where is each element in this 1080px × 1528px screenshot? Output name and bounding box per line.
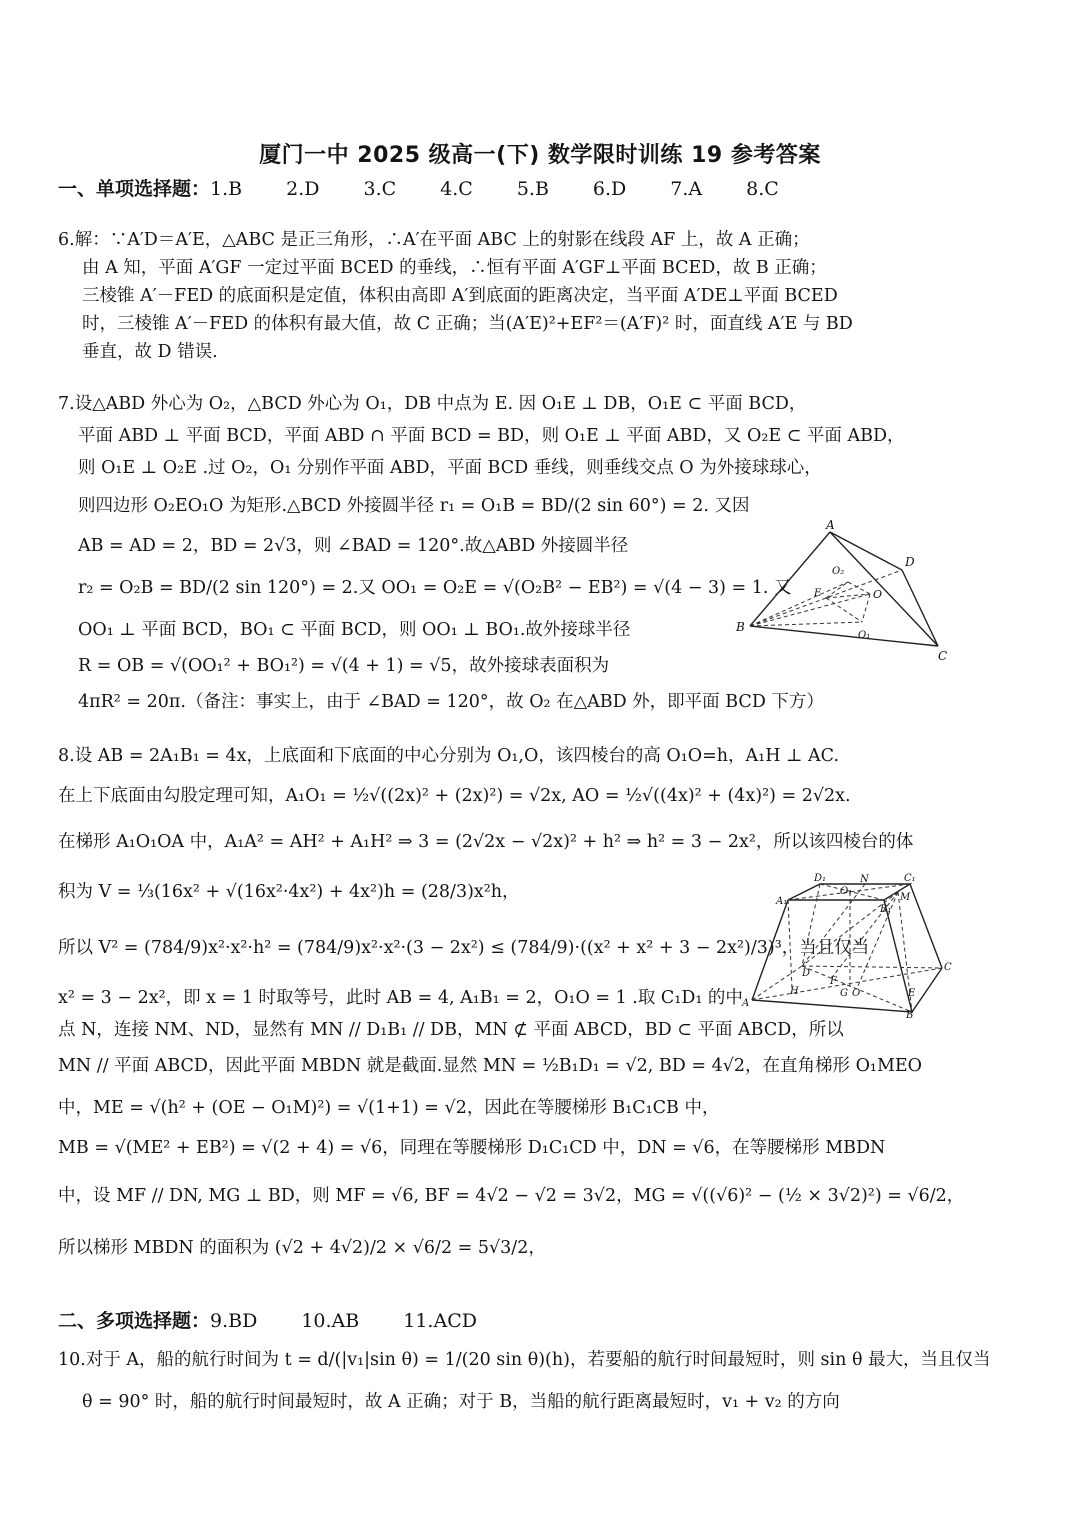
section-1-label: 一、单项选择题： [58, 178, 211, 200]
answer-6: 6.D [592, 178, 627, 200]
q10-line: 10.对于 A，船的航行时间为 t = d/(|v₁|sin θ) = 1/(20 sin θ)(h)，若要船的航行时间最短时，则 sin θ 最大，当且仅当 [58, 1350, 991, 1370]
fig8-label: A₁ [776, 896, 788, 907]
q6-line: 6.解：∵A′D＝A′E，△ABC 是正三角形，∴A′在平面 ABC 上的射影在线段 AF 上，故 A 正确； [58, 230, 810, 250]
q8-line: 在上下底面由勾股定理可知，A₁O₁ = ½√((2x)² + (2x)²) = √2x, AO = ½√((4x)² + (4x)²) = 2√2x. [58, 786, 851, 806]
fig8-label: C [944, 962, 952, 973]
fig8-label: M [900, 892, 911, 903]
q8-line: 8.设 AB = 2A₁B₁ = 4x，上底面和下底面的中心分别为 O₁,O，该四棱台的高 O₁O=h，A₁H ⊥ AC. [58, 746, 840, 766]
fig8-label: C₁ [904, 873, 916, 884]
q6-line: 由 A 知，平面 A′GF 一定过平面 BCED 的垂线，∴恒有平面 A′GF⊥平面 BCED，故 B 正确； [82, 258, 827, 278]
q7-line: OO₁ ⊥ 平面 BCD，BO₁ ⊂ 平面 BCD，则 OO₁ ⊥ BO₁.故外接球半径 [78, 620, 631, 640]
fig8-label: F [830, 976, 837, 987]
answer-11: 11.ACD [403, 1310, 477, 1332]
q7-line: r₂ = O₂B = BD/(2 sin 120°) = 2.又 OO₁ = O₂E = √(O₂B² − EB²) = √(4 − 3) = 1. 又 [78, 578, 792, 598]
q7-line: AB = AD = 2，BD = 2√3，则 ∠BAD = 120°.故△ABD 外接圆半径 [78, 536, 629, 556]
fig8-label: E [908, 988, 916, 999]
q8-line: 点 N，连接 NM、ND，显然有 MN // D₁B₁ // DB，MN ⊄ 平面 ABCD，BD ⊂ 平面 ABCD，所以 [58, 1020, 844, 1040]
q6-line: 三棱锥 A′－FED 的底面积是定值，体积由高即 A′到底面的距离决定，当平面 A′DE⊥平面 BCED [82, 286, 838, 306]
q8-line: 积为 V = ⅓(16x² + √(16x²·4x²) + 4x²)h = (28/3)x²h， [58, 882, 520, 902]
fig7-label: B [736, 620, 745, 634]
fig7-label: O [873, 588, 883, 601]
q8-line: 所以 V² = (784/9)x²·x²·h² = (784/9)x²·x²·(3 − 2x²) ≤ (784/9)·((x² + x² + 3 − 2x²)/3)³，当且仅当 [58, 938, 870, 958]
q8-line: 所以梯形 MBDN 的面积为 (√2 + 4√2)/2 × √6/2 = 5√3/2， [58, 1238, 546, 1258]
answer-5: 5.B [516, 178, 549, 200]
fig8-label: B [906, 1010, 914, 1018]
answer-4: 4.C [440, 178, 473, 200]
section-2-label: 二、多项选择题： [58, 1310, 211, 1332]
fig7-label: O₁ [858, 630, 871, 641]
q7-line: 4πR² = 20π.（备注：事实上，由于 ∠BAD = 120°，故 O₂ 在△ABD 外，即平面 BCD 下方） [78, 692, 824, 712]
fig8-label: O [852, 988, 861, 999]
q7-line: 7.设△ABD 外心为 O₂，△BCD 外心为 O₁，DB 中点为 E. 因 O₁E ⊥ DB，O₁E ⊂ 平面 BCD， [58, 394, 807, 414]
fig7-label: A [826, 518, 835, 532]
section-1-heading [58, 174, 779, 201]
answer-7: 7.A [670, 178, 703, 200]
fig8-label: D₁ [814, 873, 827, 884]
q7-line: 平面 ABD ⊥ 平面 BCD，平面 ABD ∩ 平面 BCD = BD，则 O₁E ⊥ 平面 ABD，又 O₂E ⊂ 平面 ABD， [78, 426, 905, 446]
q8-frustum-figure [740, 870, 955, 1018]
q8-line: 中，设 MF // DN, MG ⊥ BD，则 MF = √6, BF = 4√2 − √2 = 3√2，MG = √((√6)² − (½ × 3√2)²) = √6/2， [58, 1186, 965, 1206]
fig7-label: O₂ [832, 566, 845, 577]
q8-line: MB = √(ME² + EB²) = √(2 + 4) = √6，同理在等腰梯形 D₁C₁CD 中，DN = √6，在等腰梯形 MBDN [58, 1138, 886, 1158]
answer-2: 2.D [286, 178, 320, 200]
fig8-label: G [840, 988, 848, 999]
fig7-label: D [905, 555, 915, 569]
q6-line: 垂直，故 D 错误. [82, 342, 218, 362]
q8-line: MN // 平面 ABCD，因此平面 MBDN 就是截面.显然 MN = ½B₁D₁ = √2, BD = 4√2，在直角梯形 O₁MEO [58, 1056, 922, 1076]
q7-line: 则四边形 O₂EO₁O 为矩形.△BCD 外接圆半径 r₁ = O₁B = BD/(2 sin 60°) = 2. 又因 [78, 496, 750, 516]
answer-1: 1.B [210, 178, 243, 200]
fig8-label: N [860, 874, 869, 885]
fig8-label: B₁ [880, 904, 892, 915]
q8-line: 中，ME = √(h² + (OE − O₁M)²) = √(1+1) = √2，因此在等腰梯形 B₁C₁CB 中， [58, 1098, 720, 1118]
q7-line: R = OB = √(OO₁² + BO₁²) = √(4 + 1) = √5，故外接球表面积为 [78, 656, 610, 676]
q8-line: 在梯形 A₁O₁OA 中，A₁A² = AH² + A₁H² ⇒ 3 = (2√2x − √2x)² + h² ⇒ h² = 3 − 2x²，所以该四棱台的体 [58, 832, 914, 852]
fig8-label: D [802, 968, 811, 979]
fig8-label: O₁ [840, 886, 853, 897]
page-title: 厦门一中 2025 级高一(下) 数学限时训练 19 参考答案 [259, 143, 821, 168]
q10-line: θ = 90° 时，船的航行时间最短时，故 A 正确；对于 B，当船的航行距离最短时，v₁ + v₂ 的方向 [82, 1392, 840, 1412]
answer-9: 9.BD [210, 1310, 258, 1332]
q7-pyramid-figure [730, 518, 950, 666]
q6-line: 时，三棱锥 A′－FED 的体积有最大值，故 C 正确；当(A′E)²+EF²＝(A′F)² 时，面直线 A′E 与 BD [82, 314, 853, 334]
q8-line: x² = 3 − 2x²，即 x = 1 时取等号，此时 AB = 4, A₁B₁ = 2，O₁O = 1 .取 C₁D₁ 的中 [58, 988, 743, 1008]
fig8-label: H [790, 986, 799, 997]
fig8-label: A [742, 998, 750, 1009]
section-2-heading [58, 1306, 477, 1333]
answer-10: 10.AB [301, 1310, 360, 1332]
fig7-label: C [938, 649, 948, 663]
fig7-label: E [814, 588, 822, 599]
q7-line: 则 O₁E ⊥ O₂E .过 O₂，O₁ 分别作平面 ABD，平面 BCD 垂线，则垂线交点 O 为外接球球心， [78, 458, 822, 478]
answer-8: 8.C [746, 178, 779, 200]
answer-3: 3.C [363, 178, 397, 200]
